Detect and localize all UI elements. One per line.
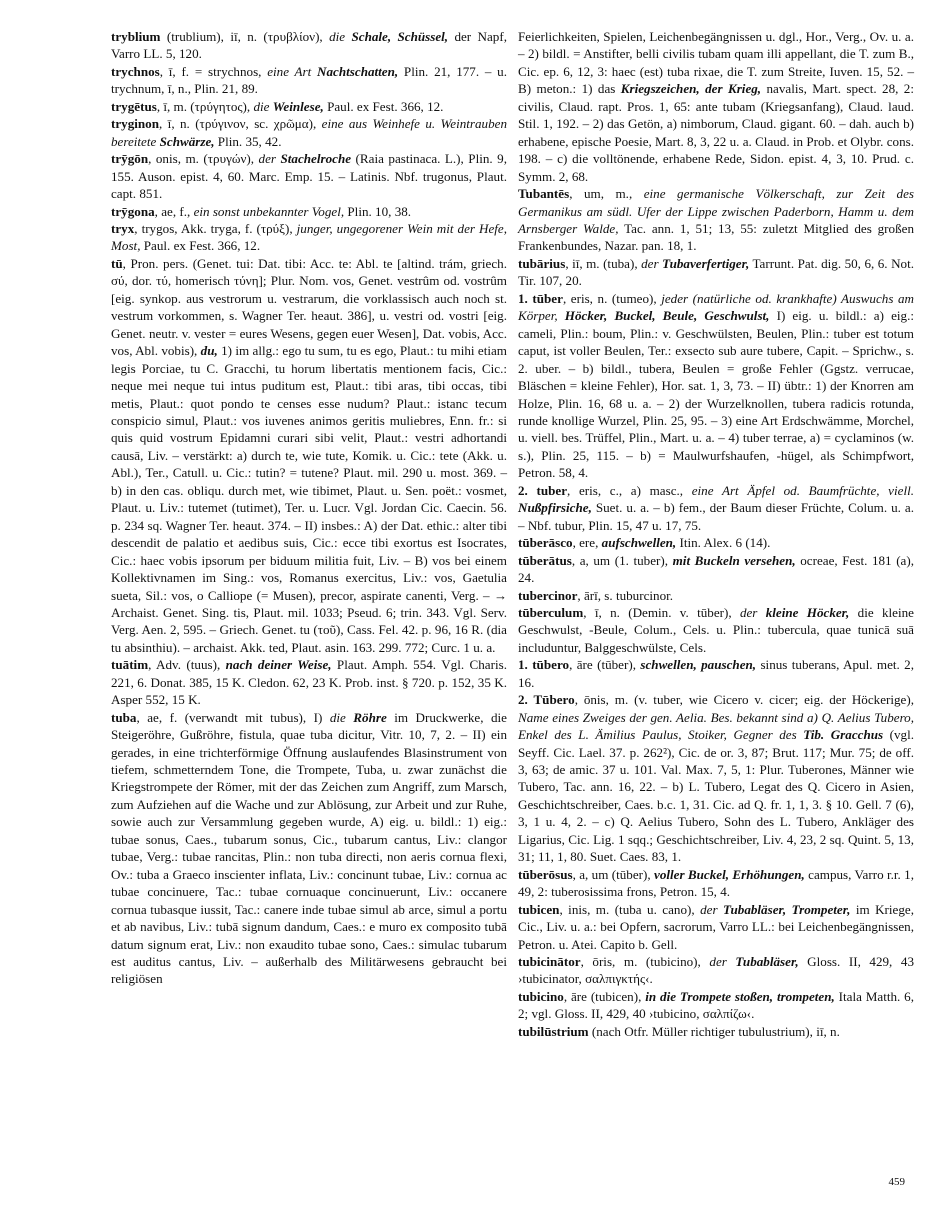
entry-text: Plin. 10, 38. bbox=[344, 203, 412, 219]
entry-text: Tubaverfertiger, bbox=[662, 255, 750, 271]
entry-headword: tryblium bbox=[111, 29, 161, 44]
dictionary-entry bbox=[111, 28, 507, 63]
entry-text: jeder (natürliche od. krankhafte) Auswuchs am Körper, bbox=[518, 290, 914, 324]
entry-text: Tubabläser, bbox=[735, 954, 799, 970]
dictionary-entry bbox=[111, 255, 507, 656]
entry-text: Tarrunt. Pat. dig. 50, 6, 6. Not. Tir. 107, 20. bbox=[518, 255, 914, 289]
entry-text: mit Buckeln versehen, bbox=[672, 552, 796, 568]
dictionary-entry bbox=[518, 255, 914, 290]
entry-headword: tūberōsus bbox=[518, 866, 573, 882]
dictionary-entry bbox=[111, 709, 507, 988]
entry-text: , Adv. (tuus), bbox=[148, 657, 226, 673]
entry-text: in die Trompete stoßen, trompeten, bbox=[645, 988, 835, 1004]
entry-text: , ī, n. (Demin. v. tūber), bbox=[583, 604, 740, 620]
entry-headword: tryginon bbox=[111, 116, 160, 132]
dictionary-entry bbox=[518, 534, 914, 551]
entry-text: , eris, c., a) masc., bbox=[567, 482, 692, 498]
entry-text: Höcker, Buckel, Beule, Geschwulst, bbox=[564, 308, 770, 324]
entry-text: der bbox=[739, 604, 766, 620]
dictionary-entry bbox=[518, 290, 914, 482]
entry-headword: trygētus bbox=[111, 98, 157, 114]
entry-text: Gloss. II, 429, 43 ›tubicinator, σαλπιγκτής‹. bbox=[518, 954, 914, 987]
entry-headword: 1. tūbero bbox=[518, 657, 570, 673]
entry-text: du, bbox=[200, 343, 218, 359]
entry-text: der bbox=[700, 901, 723, 917]
entry-text: , ī, f. = strychnos, bbox=[159, 63, 268, 79]
entry-headword: Tubantēs bbox=[518, 186, 570, 202]
entry-text: die bbox=[329, 709, 354, 725]
entry-headword: tubercinor bbox=[518, 587, 578, 603]
entry-text: (vgl. Seyff. Cic. Lael. 37. p. 262²), Cic. de or. 3, 87; Brut. 117; Mur. 75; de off. 3, 63; de amic. 37 u. 101. Val. Max. 7, 5, 1: Plur. Tuberones, Männer wie Tubero, Tac. ann. 16, 22. – b) L. Tubero, Legat des Q. Cicero in Asien, Geschichtschreiber, Caes. b.c. 1, 31. Cic. ad Q. fr. 1, 1, 3. § 10. Gell. 7 (6), 3, 1 u. 4, 2. – c) Q. Aelius Tubero, Sohn des L. Tubero, Ankläger des Ligarius, Cic. Lig. 1 sqq.; Geschichtschreiber, Liv. 4, 23, 2 sq. Quint. 5, 13, 31; 11, 1, 80. Suet. Caes. 83, 1. bbox=[518, 727, 914, 865]
entry-text: , ōris, m. (tubicino), bbox=[580, 954, 710, 970]
entry-headword: tubārius bbox=[518, 255, 566, 271]
entry-text: eine Art Äpfel od. Baumfrüchte, viell. bbox=[691, 482, 914, 498]
entry-text: , ae, f. (verwandt mit tubus), I) bbox=[136, 709, 330, 725]
entry-text: im Kriege, Cic., Liv. u. a.: bei Opfern, sacrorum, Varro LL.: bei Leichenbegängnissen, Petron. u. Atei. Capito b. Gell. bbox=[518, 901, 914, 952]
entry-text: navalis, Mart. spect. 28, 2: civilis, Claud. rapt. Pros. 1, 65: ante tubam (Kriegsanfang), Claud. laud. Stil. 1, 192. – 2) das Getön, a) nimborum, Claud. gigant. 60. – dah. auch b) erhabene, epische Poesie, Mart. 8, 3, 22 u. a. Claud. in Prob. et Olybr. cons. 198. – c) die volltönende, erhabene Rede, Sidon. epist. 4, 3, 10. Prud. c. Symm. 2, 68. bbox=[518, 81, 915, 184]
entry-text: , trygos, Akk. tryga, f. (τρύξ), bbox=[134, 220, 297, 236]
entry-text: ein sonst unbekannter Vogel, bbox=[193, 203, 345, 219]
entry-headword: trychnos bbox=[111, 63, 160, 79]
entry-headword: trȳgona bbox=[111, 203, 155, 219]
entry-headword: 2. Tūbero bbox=[518, 692, 575, 708]
entry-text: , iī, m. (tuba), bbox=[565, 255, 642, 271]
entry-text: (trublium), iī, n. (τρυβλίον), bbox=[160, 29, 330, 44]
entry-text: aufschwellen, bbox=[601, 535, 677, 551]
dictionary-entry bbox=[111, 115, 507, 150]
entry-text: Suet. u. a. – b) fem., der Baum dieser Früchte, Colum. u. a. – Nbf. tubur, Plin. 15, 47 u. 17, 75. bbox=[518, 500, 914, 533]
entry-text: Nußpfirsiche, bbox=[518, 500, 592, 516]
entry-text: nach deiner Weise, bbox=[225, 657, 332, 673]
entry-text: der Napf, Varro LL. 5, 120. bbox=[111, 29, 507, 62]
dictionary-entry bbox=[518, 953, 914, 988]
entry-text: Itin. Alex. 6 (14). bbox=[676, 535, 771, 551]
dictionary-entry bbox=[518, 656, 914, 691]
entry-headword: tubicino bbox=[518, 988, 564, 1004]
entry-text: , ī, m. (τρύγητος), bbox=[156, 98, 254, 114]
left-column bbox=[111, 28, 507, 988]
dictionary-entry bbox=[518, 901, 914, 953]
entry-text: ocreae, Fest. 181 (a), 24. bbox=[518, 552, 914, 586]
entry-text: campus, Varro r.r. 1, 49, 2: tuberosissima frons, Petron. 15, 4. bbox=[518, 866, 914, 900]
entry-text: Itala Matth. 6, 2; vgl. Gloss. II, 429, 40 ›tubicino, σαλπίζω‹. bbox=[518, 988, 914, 1022]
entry-headword: tuba bbox=[111, 709, 137, 725]
entry-text: , ae, f., bbox=[154, 203, 194, 219]
right-column bbox=[518, 28, 914, 1040]
entry-text: , ōnis, m. (v. tuber, wie Cicero v. cicer; eig. der Höckerige), bbox=[574, 692, 914, 708]
entry-text: , Pron. pers. (Genet. tui: Dat. tibi: Acc. te: Abl. te [altind. trám, griech. σύ, dor. τύ, homerisch τύνη]; Plur. Nom. vos, Genet. vestrûm od. vostrûm [eig. synkop. aus vestrorum u. vestrarum, die vorklassisch auch noch st. vestrum vorkommen, s. Wagner Ter. heaut. 386], u. vestri od. vostri [eig. Genet. neutr. v. vester = eures Wesens, gegen euer Wesen], Dat. vobis, Acc. vos, Abl. vobis), bbox=[111, 255, 507, 359]
dictionary-entry bbox=[518, 552, 914, 587]
entry-headword: tūberātus bbox=[518, 552, 572, 568]
entry-text: voller Buckel, Erhöhungen, bbox=[654, 866, 805, 882]
entry-text: Name eines Zweiges der gen. Aelia. Bes. bekannt sind a) Q. Aelius Tubero, Enkel des L. Ämilius Paulus, Stoiker, Gegner des bbox=[518, 709, 914, 743]
entry-text: (Raia pastinaca. L.), Plin. 9, 155. Auson. epist. 4, 60. Marc. Emp. 15. – Latinis. Nbf. trugonus, Plaut. capt. 851. bbox=[111, 151, 507, 202]
entry-headword: 2. tuber bbox=[518, 482, 568, 498]
dictionary-entry bbox=[518, 988, 914, 1023]
entry-text: Schwärze, bbox=[159, 133, 215, 149]
dictionary-entry bbox=[518, 28, 914, 185]
entry-text: , um, m., bbox=[569, 186, 644, 202]
entry-text: die bbox=[329, 29, 352, 44]
entry-text: , āre (tūber), bbox=[569, 657, 641, 673]
entry-headword: tū bbox=[111, 255, 123, 271]
entry-text: Kriegszeichen, der Krieg, bbox=[620, 81, 762, 97]
dictionary-entry bbox=[111, 203, 507, 220]
dictionary-entry bbox=[518, 185, 914, 255]
entry-text: eine germanische Völkerschaft, zur Zeit des Germanikus am südl. Ufer der Lippe zwischen Paderborn, Hamm u. dem Arnsberger Walde, bbox=[518, 186, 914, 236]
entry-text: , āre (tubicen), bbox=[563, 988, 646, 1004]
dictionary-entry bbox=[518, 604, 914, 656]
page-number: 459 bbox=[888, 1176, 905, 1188]
entry-text: schwellen, pauschen, bbox=[640, 657, 757, 673]
dictionary-entry bbox=[518, 1023, 914, 1040]
entry-text: (nach Otfr. Müller richtiger tubulustrium), iī, n. bbox=[588, 1023, 840, 1039]
dictionary-entry bbox=[111, 98, 507, 115]
dictionary-entry bbox=[518, 691, 914, 866]
entry-text: Schale, Schüssel, bbox=[351, 29, 449, 44]
entry-text: , ī, n. (τρύγινον, sc. χρῶμα), bbox=[159, 116, 322, 132]
entry-text: der bbox=[641, 255, 663, 271]
entry-headword: 1. tūber bbox=[518, 290, 563, 306]
entry-text: Röhre bbox=[353, 709, 387, 725]
entry-text: , eris, n. (tumeo), bbox=[562, 290, 662, 306]
dictionary-entry bbox=[111, 150, 507, 202]
dictionary-entry bbox=[518, 482, 914, 534]
entry-headword: tūberculum bbox=[518, 604, 584, 620]
entry-headword: tubicen bbox=[518, 901, 560, 917]
entry-text: Plin. 21, 177. – u. trychnum, ī, n., Plin. 21, 89. bbox=[111, 63, 507, 97]
dictionary-entry bbox=[111, 63, 507, 98]
entry-text: , inis, m. (tuba u. cano), bbox=[559, 901, 701, 917]
entry-headword: tūberāsco bbox=[518, 535, 573, 551]
entry-headword: tuātim bbox=[111, 657, 149, 673]
entry-text: sinus tuberans, Apul. met. 2, 16. bbox=[518, 657, 915, 690]
entry-headword: tubicinātor bbox=[518, 954, 581, 970]
entry-text: der bbox=[709, 954, 736, 970]
entry-text: Tib. Gracchus bbox=[803, 727, 884, 743]
dictionary-entry bbox=[518, 866, 914, 901]
entry-text: die kleine Geschwulst, -Beule, Colum., Cels. u. Plin.: tubercula, quae tunicā suā includuntur, Balggeschwülste, Cels. bbox=[518, 604, 914, 655]
entry-text: , ere, bbox=[572, 535, 602, 551]
entry-text: , a, um (1. tuber), bbox=[571, 552, 673, 568]
entry-text: eine Art bbox=[267, 63, 318, 79]
entry-text: im Druckwerke, die Steigeröhre, Gußröhre, fistula, quae tuba dicitur, Vitr. 10, 7, 2. – II) ein gerades, in eine trichterförmige Öffnung auslaufendes Blasinstrument von tiefem, schmetterndem Tone, die Trompete, Tuba, u. zwar zunächst die Kriegstrompete der Römer, mit der das Zeichen zum Angriff, zum Marsch, zum Aufziehen auf die Wache und zur Ablösung, zur Arbeit und zur Ruhe, sowie auch zur Versammlung gegeben wurde, A) eig. u. bildl.: 1) eig.: tubae sonus, Caes., tubarum sonus, Cic., tubarum cantus, Liv.: clangor tubae, Verg.: tubae rancitas, Plin.: non tuba directi, non aeris cornua flexi, Ov.: tuba a Graeco inscienter inflata, Liv.: concinunt tubae, Liv.: cornua ac tubae concinuere, Tac.: tubae cornuaque concinuerunt, Liv.: occanere cornua tubasque iussit, Tac.: canere inde tubae simul ab arce, simul a portu et ab navibus, Liv.: tubā signum dandum, Caes.: e muro ex composito tubā datum signum erat, Liv.: non exaudito tubae sono, Caes.: simulac tubarum est auditus cantus, Liv. – außerhalb des Militärwesens gebraucht bei religiösen bbox=[111, 709, 507, 987]
entry-text: , a, um (tūber), bbox=[572, 866, 655, 882]
dictionary-entry bbox=[111, 656, 507, 708]
entry-text: Plin. 35, 42. bbox=[214, 133, 282, 149]
entry-text: kleine Höcker, bbox=[765, 604, 850, 620]
entry-text: , ārī, s. tuburcinor. bbox=[577, 587, 674, 603]
dictionary-entry bbox=[111, 220, 507, 255]
entry-text: , onis, m. (τρυγών), bbox=[148, 151, 259, 167]
entry-text: Tac. ann. 1, 51; 13, 55: zuletzt Mitglied des großen Frankenbundes, Nazar. pan. 18, 1. bbox=[518, 220, 914, 254]
entry-text: Tubabläser, Trompeter, bbox=[722, 901, 851, 917]
dictionary-entry bbox=[518, 587, 914, 604]
entry-headword: tubilūstrium bbox=[518, 1023, 589, 1039]
entry-text: Weinlese, bbox=[272, 98, 324, 114]
entry-text: eine aus Weinhefe u. Weintrauben bereitete bbox=[111, 116, 507, 149]
entry-text: I) eig. u. bildl.: a) eig.: cameli, Plin.: boum, Plin.: v. Geschwülsten, Beulen, Plin.: tuber est totum caput, ist voller Beulen, Ter.: exsecto sub aure tubere, Capit. – Sprichw., s. 2. uber. – b) bildl., tubera, Beulen = große Fehler (Ggstz. verrucae, Bläschen = kleine Fehler), Hor. sat. 1, 3, 73. – II) übtr.: 1) der Knorren am Holze, Plin. 16, 68 u. a. – 2) der Wurzelknollen, tubera radicis rotunda, runde knollige Wurzel, Plin. 25, 95. – 3) eine Art Erdschwämme, Morchel, u. viell. bes. Trüffel, Plin., Mart. u. a. – 4) tuber terrae, a) = cyclaminos (w. s.), Plin. 25, 115. – b) = Maulwurfshaufen, -hügel, als Schimpfwort, Petron. 58, 4. bbox=[518, 308, 914, 481]
entry-headword: tryx bbox=[111, 220, 135, 236]
entry-text: Paul. ex Fest. 366, 12. bbox=[323, 98, 444, 114]
entry-text: Paul. ex Fest. 366, 12. bbox=[140, 238, 261, 254]
entry-text: der bbox=[258, 151, 281, 167]
entry-text: 1) im allg.: ego tu sum, tu es ego, Plaut.: tu mihi etiam legis Porciae, tu C. Gracchi, tu horum libertatis mentionem facis, Cic.: neque mei neque tui intus puditum est, Plaut.: tibi aras, tibi occas, tibi metis, Plaut.: quot pondo te censes esse nudum? Plaut.: istanc tecum conspicio simul, Plaut.: vos iuvenes animos geritis muliebres, Enn. fr.: si quis quid vostrum Epidamni curari sibi velit, Plaut.: vestri adhortandi causā, Liv. – verstärkt: a) durch te, wie tute, Komik. u. Cic.: tete (Akk. u. Abl.), Ter., Catull. u. Cic.: tutin? = tutene? Plaut. mil. 290 u. most. 369. – b) in den cas. obliqu. durch met, wie tibimet, Plaut. u. Sen. poët.: vosmet, Plaut. u. Liv.: tutemet (tutimet), Ter. u. Lucr. Vgl. Jordan Cic. Caecin. 56. p. 234 sq. Wagner Ter. heaut. 374. – II) insbes.: A) der Dat. ethic.: alter tibi descendit de palatio et aedibus suis, Cic.: ecce tibi exortus est Isocrates, Cic.: haec vobis ipsorum per biduum militia fuit, Liv. – B) vos bei einem Kollektivnamen im Sing.: vos, Romanus exercitus, Liv.: vos, Gaetulia sueta, Sil.: vos, o Calliope (= Musen), precor, aspirate canenti, Verg. – → Archaist. Genet. Sing. tis, Plaut. mil. 1033; Pseud. 6; trin. 343. Vgl. Serv. Verg. Aen. 2, 595. – Griech. Genet. tu (τοῦ), Cass. Fel. 42. p. 96, 16 R. (dia tu absinthiu). – archaist. Akk. ted, Plaut. asin. 163. 299. 772; Curc. 1 u. a. bbox=[111, 343, 507, 655]
entry-text: Plaut. Amph. 554. Vgl. Charis. 221, 6. Donat. 385, 15 K. Cledon. 62, 23 K. Prob. inst. § 720. p. 152, 35 K. Asper 552, 15 K. bbox=[111, 657, 507, 708]
entry-text: die bbox=[253, 98, 273, 114]
entry-text: junger, ungegorener Wein mit der Hefe, Most, bbox=[111, 220, 507, 254]
entry-text: Nachtschatten, bbox=[317, 63, 399, 79]
entry-headword: trȳgōn bbox=[111, 151, 149, 167]
entry-text: Feierlichkeiten, Spielen, Leichenbegängnissen u. dgl., Hor., Verg., Ov. u. a. – 2) bildl. = Anstifter, belli civilis tubam quam illi appellant, die T. zum B., Cic. ep. 6, 12, 3: haec (est) tuba rixae, die T. zum Streite, Iuven. 15, 52. – B) meton.: 1) das bbox=[518, 29, 914, 97]
entry-text: Stachelroche bbox=[280, 151, 352, 167]
